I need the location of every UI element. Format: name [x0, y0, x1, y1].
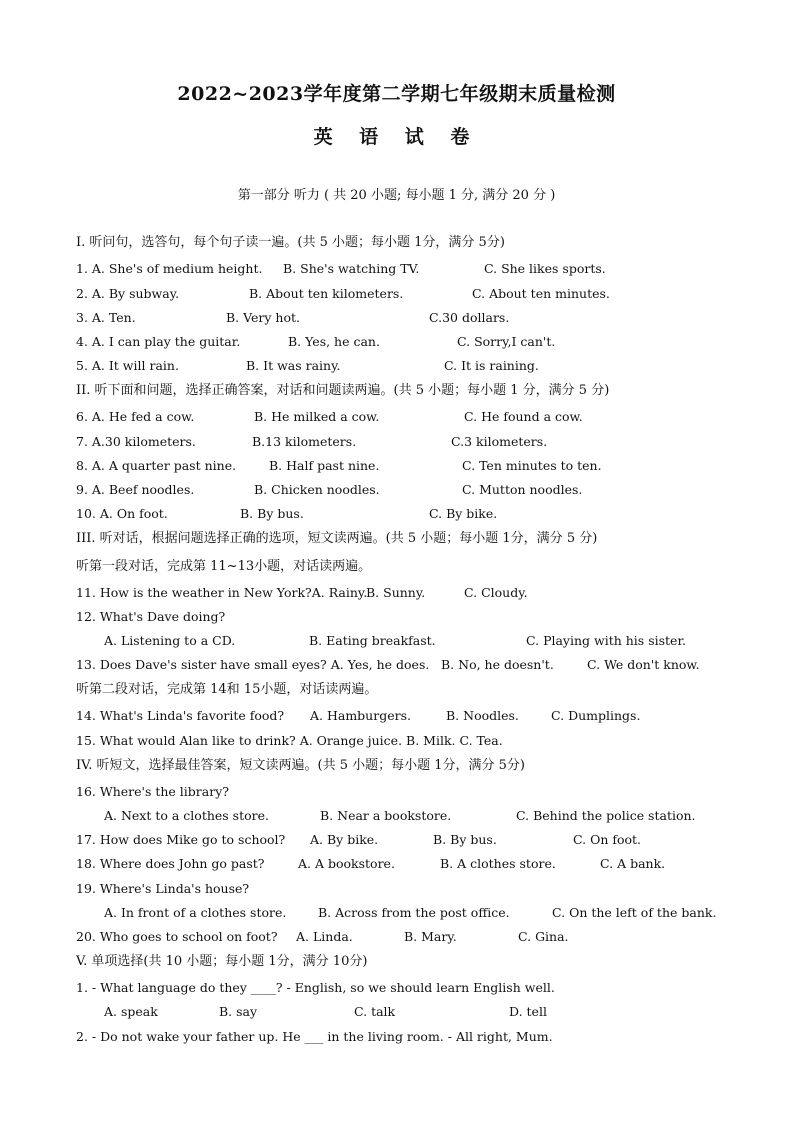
- option-c: C. Sorry,I can't.: [457, 334, 556, 349]
- option-c: C. He found a cow.: [464, 409, 583, 424]
- option-b: B. About ten kilometers.: [249, 286, 404, 301]
- option-a: 9. A. Beef noodles.: [76, 482, 195, 497]
- option-c: C. Ten minutes to ten.: [462, 458, 602, 473]
- option-c: C. Behind the police station.: [516, 808, 696, 823]
- option-b: B. No, he doesn't.: [441, 657, 554, 672]
- option-b: B. He milked a cow.: [254, 409, 380, 424]
- option-c: C. Gina.: [518, 929, 569, 944]
- question-stem: 20. Who goes to school on foot?: [76, 929, 278, 944]
- exam-title: 2022~2023学年度第二学期七年级期末质量检测: [177, 83, 616, 105]
- option-c: C. Playing with his sister.: [526, 633, 687, 648]
- option-c: C. She likes sports.: [484, 261, 606, 276]
- option-a: 6. A. He fed a cow.: [76, 409, 195, 424]
- question-16-stem: 16. Where's the library?: [76, 784, 229, 799]
- dialogue-1-instruction: 听第一段对话，完成第 11~13小题，对话读两遍。: [76, 559, 372, 574]
- section-5-heading: V. 单项选择(共 10 小题；每小题 1分，满分 10分): [76, 954, 368, 969]
- option-c: C. On the left of the bank.: [552, 905, 717, 920]
- option-a: A. speak: [104, 1004, 158, 1019]
- section-4-heading: IV. 听短文，选择最佳答案，短文读两遍。(共 5 小题；每小题 1分，满分 5分): [76, 758, 526, 773]
- section-1-heading: I. 听问句，选答句，每个句子读一遍。(共 5 小题；每小题 1分，满分 5分): [76, 235, 505, 250]
- option-b: B. Eating breakfast.: [309, 633, 436, 648]
- option-c: C. Cloudy.: [464, 585, 528, 600]
- question-stem: 17. How does Mike go to school?: [76, 832, 286, 847]
- option-b: B. By bus.: [433, 832, 497, 847]
- option-b: B. Half past nine.: [269, 458, 380, 473]
- option-a: 8. A. A quarter past nine.: [76, 458, 237, 473]
- part-one-heading: 第一部分 听力 ( 共 20 小题; 每小题 1 分, 满分 20 分 ): [237, 188, 556, 203]
- option-b: B. By bus.: [240, 506, 304, 521]
- option-b: B. say: [219, 1004, 258, 1019]
- option-b: B. Near a bookstore.: [320, 808, 452, 823]
- option-b: B. Across from the post office.: [318, 905, 510, 920]
- section-2-heading: II. 听下面和问题，选择正确答案，对话和问题读两遍。(共 5 小题；每小题 1 分，满分 5 分): [76, 383, 610, 398]
- option-a: A. Next to a clothes store.: [104, 808, 269, 823]
- option-b: B. Chicken noodles.: [254, 482, 380, 497]
- option-b: B. She's watching TV.: [283, 261, 420, 276]
- option-b: B. Yes, he can.: [288, 334, 380, 349]
- option-b: B. It was rainy.: [246, 358, 341, 373]
- dialogue-2-instruction: 听第二段对话，完成第 14和 15小题，对话读两遍。: [76, 682, 378, 697]
- option-a: A. By bike.: [310, 832, 379, 847]
- option-b: B. Noodles.: [446, 708, 519, 723]
- option-a: A. Hamburgers.: [310, 708, 411, 723]
- option-c: C. By bike.: [429, 506, 498, 521]
- mcq-2-stem: 2. - Do not wake your father up. He ___ in the living room. - All right, Mum.: [76, 1029, 553, 1044]
- option-b: B. Very hot.: [226, 310, 300, 325]
- option-a: 7. A.30 kilometers.: [76, 434, 196, 449]
- option-a: 2. A. By subway.: [76, 286, 180, 301]
- option-a: 1. A. She's of medium height.: [76, 261, 263, 276]
- question-stem-a: 13. Does Dave's sister have small eyes? A. Yes, he does.: [76, 657, 430, 672]
- option-a: A. Listening to a CD.: [104, 633, 236, 648]
- option-c: C. About ten minutes.: [472, 286, 610, 301]
- question-stem-a: 11. How is the weather in New York?A. Rainy.: [76, 585, 368, 600]
- option-a: A. Linda.: [296, 929, 353, 944]
- option-a: 4. A. I can play the guitar.: [76, 334, 241, 349]
- option-c: C. talk: [354, 1004, 396, 1019]
- option-c: C.30 dollars.: [429, 310, 510, 325]
- question-15: 15. What would Alan like to drink? A. Orange juice. B. Milk. C. Tea.: [76, 733, 503, 748]
- section-3-heading: III. 听对话，根据问题选择正确的选项，短文读两遍。(共 5 小题；每小题 1分，满分 5 分): [76, 531, 598, 546]
- option-a: 5. A. It will rain.: [76, 358, 179, 373]
- option-a: A. A bookstore.: [298, 856, 395, 871]
- option-c: C. A bank.: [600, 856, 666, 871]
- option-a: 10. A. On foot.: [76, 506, 168, 521]
- option-b: B.13 kilometers.: [252, 434, 357, 449]
- option-d: D. tell: [509, 1004, 547, 1019]
- option-b: B. Sunny.: [366, 585, 426, 600]
- option-c: C.3 kilometers.: [451, 434, 548, 449]
- option-c: C. It is raining.: [444, 358, 539, 373]
- option-c: C. Dumplings.: [551, 708, 641, 723]
- question-stem: 18. Where does John go past?: [76, 856, 265, 871]
- question-stem: 14. What's Linda's favorite food?: [76, 708, 285, 723]
- mcq-1-stem: 1. - What language do they ____? - English, so we should learn English well.: [76, 980, 555, 995]
- option-a: A. In front of a clothes store.: [104, 905, 287, 920]
- option-c: C. We don't know.: [587, 657, 700, 672]
- option-c: C. On foot.: [573, 832, 642, 847]
- exam-subtitle: 英 语 试 卷: [313, 126, 480, 148]
- option-b: B. A clothes store.: [440, 856, 556, 871]
- option-b: B. Mary.: [404, 929, 457, 944]
- option-c: C. Mutton noodles.: [462, 482, 583, 497]
- option-a: 3. A. Ten.: [76, 310, 136, 325]
- question-19-stem: 19. Where's Linda's house?: [76, 881, 250, 896]
- question-12-stem: 12. What's Dave doing?: [76, 609, 226, 624]
